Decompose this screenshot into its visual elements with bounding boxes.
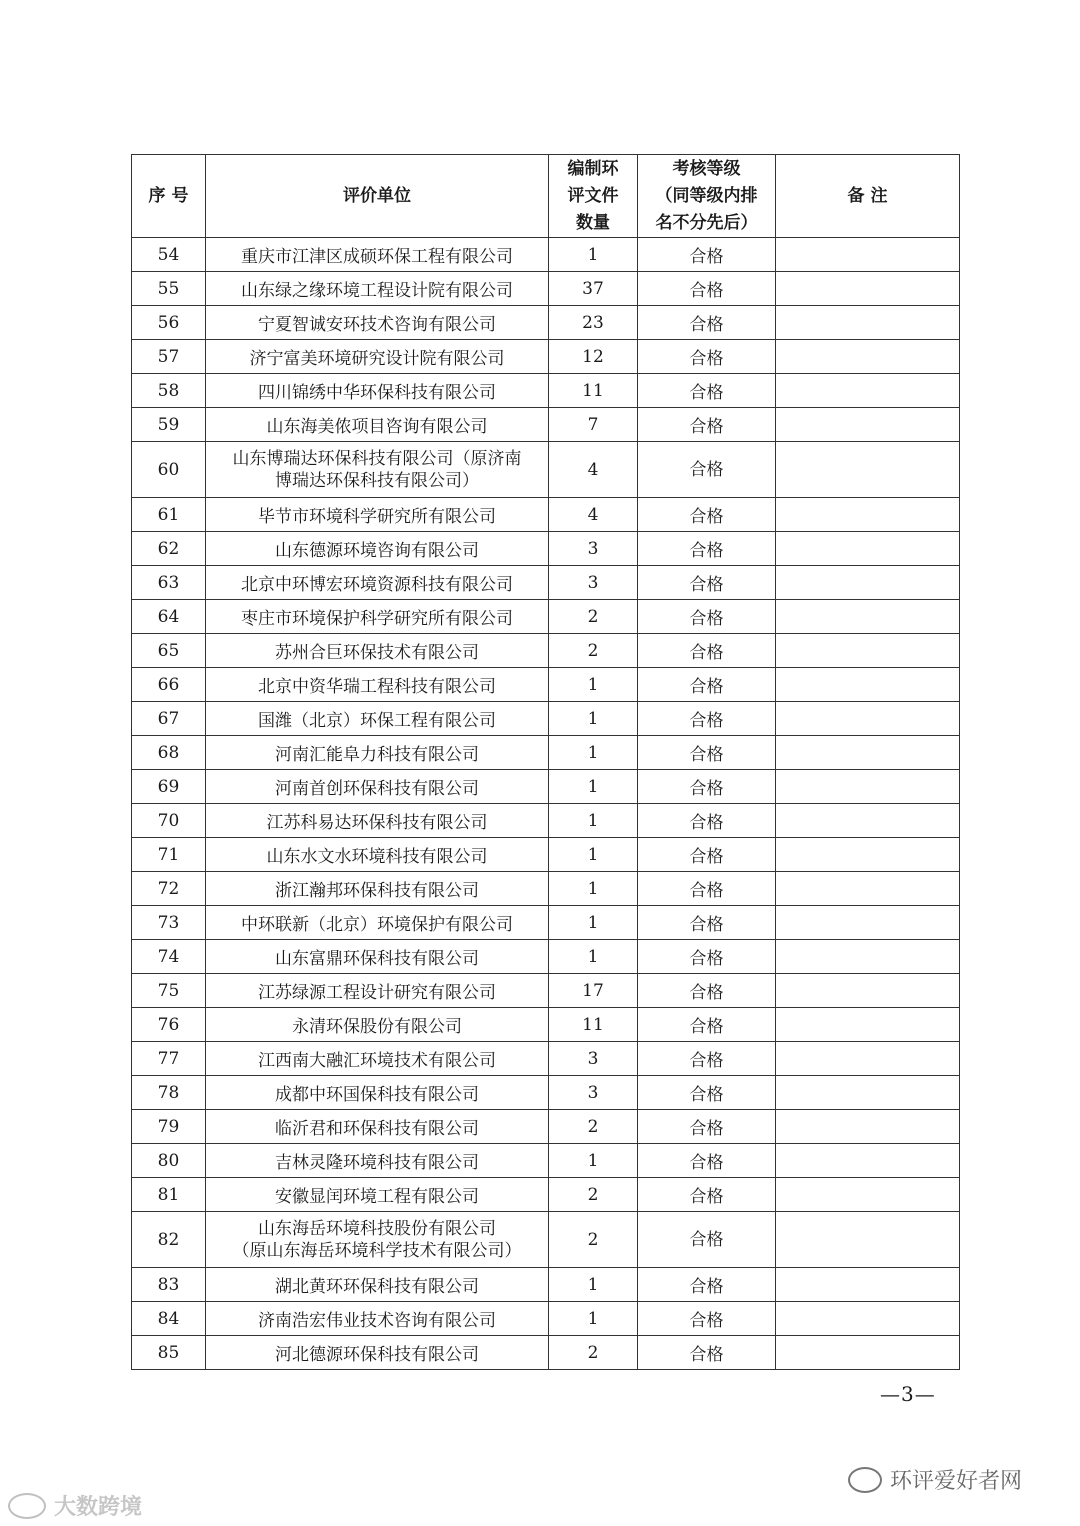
row-grade: 合格	[638, 1008, 776, 1042]
row-count: 2	[549, 1336, 638, 1370]
table-row	[132, 1144, 960, 1178]
row-no: 69	[132, 770, 206, 804]
table-row	[132, 600, 960, 634]
table-row	[132, 974, 960, 1008]
row-count: 17	[549, 974, 638, 1008]
row-unit-name	[206, 1076, 549, 1110]
table-row	[132, 1212, 960, 1268]
row-count: 3	[549, 532, 638, 566]
row-grade: 合格	[638, 1110, 776, 1144]
row-no: 54	[132, 238, 206, 272]
row-unit-name	[206, 1336, 549, 1370]
row-remark	[776, 1212, 960, 1268]
row-count: 2	[549, 634, 638, 668]
row-unit-name	[206, 408, 549, 442]
table-row	[132, 634, 960, 668]
row-count: 11	[549, 374, 638, 408]
row-remark	[776, 238, 960, 272]
table-row	[132, 532, 960, 566]
row-grade: 合格	[638, 498, 776, 532]
row-count: 4	[549, 442, 638, 498]
row-grade: 合格	[638, 238, 776, 272]
row-unit-name-line: 宁夏智诚安环技术咨询有限公司	[258, 315, 496, 335]
row-grade: 合格	[638, 1302, 776, 1336]
row-unit-name-line: 山东海美侬项目咨询有限公司	[266, 417, 488, 437]
row-unit-name-line: 济南浩宏伟业技术咨询有限公司	[258, 1311, 496, 1331]
row-remark	[776, 634, 960, 668]
row-unit-name-line: 河南汇能阜力科技有限公司	[275, 745, 479, 765]
row-count: 1	[549, 1268, 638, 1302]
row-remark	[776, 872, 960, 906]
row-unit-name-line: 成都中环国保科技有限公司	[275, 1085, 479, 1105]
table-row	[132, 566, 960, 600]
row-unit-name	[206, 532, 549, 566]
table-row	[132, 1076, 960, 1110]
row-remark	[776, 1042, 960, 1076]
row-remark	[776, 940, 960, 974]
watermark-left-text: 大数跨境	[54, 1495, 143, 1520]
header-count-line: 评文件	[567, 185, 619, 206]
row-remark	[776, 1110, 960, 1144]
header-grade-line: （同等级内排	[655, 185, 758, 206]
row-no: 71	[132, 838, 206, 872]
row-grade: 合格	[638, 1212, 776, 1268]
row-unit-name	[206, 736, 549, 770]
row-grade: 合格	[638, 736, 776, 770]
watermark-right-text: 环评爱好者网	[890, 1469, 1023, 1494]
page-number: —3—	[880, 1382, 936, 1406]
row-remark	[776, 1178, 960, 1212]
row-grade: 合格	[638, 272, 776, 306]
row-grade: 合格	[638, 408, 776, 442]
table-header-row	[132, 155, 960, 238]
row-unit-name	[206, 1178, 549, 1212]
header-no: 序 号	[132, 155, 206, 238]
row-unit-name	[206, 442, 549, 498]
row-unit-name-line: 山东富鼎环保科技有限公司	[275, 949, 479, 969]
table-row	[132, 272, 960, 306]
table-row	[132, 1178, 960, 1212]
row-unit-name	[206, 974, 549, 1008]
row-unit-name-line: 山东博瑞达环保科技有限公司（原济南	[232, 448, 522, 469]
row-unit-name	[206, 1110, 549, 1144]
row-unit-name-line: （原山东海岳环境科学技术有限公司）	[232, 1240, 522, 1261]
table-row	[132, 668, 960, 702]
watermark-right	[848, 1464, 1022, 1495]
row-unit-name-line: 山东德源环境咨询有限公司	[275, 541, 479, 561]
row-unit-name	[206, 600, 549, 634]
row-grade: 合格	[638, 374, 776, 408]
row-count: 1	[549, 770, 638, 804]
row-unit-name	[206, 1008, 549, 1042]
row-no: 67	[132, 702, 206, 736]
row-unit-name-line: 北京中环博宏环境资源科技有限公司	[241, 575, 513, 595]
row-count: 1	[549, 1302, 638, 1336]
row-no: 85	[132, 1336, 206, 1370]
row-no: 61	[132, 498, 206, 532]
row-no: 79	[132, 1110, 206, 1144]
row-unit-name	[206, 1302, 549, 1336]
table-row	[132, 306, 960, 340]
header-remark: 备 注	[776, 155, 960, 238]
table-row	[132, 906, 960, 940]
row-remark	[776, 804, 960, 838]
row-count: 1	[549, 940, 638, 974]
row-grade: 合格	[638, 974, 776, 1008]
row-unit-name	[206, 838, 549, 872]
row-unit-name-line: 毕节市环境科学研究所有限公司	[258, 507, 496, 527]
table-row	[132, 1042, 960, 1076]
row-unit-name	[206, 1212, 549, 1268]
table-row	[132, 238, 960, 272]
row-remark	[776, 408, 960, 442]
table-row	[132, 1008, 960, 1042]
row-unit-name-line: 湖北黄环环保科技有限公司	[275, 1277, 479, 1297]
table-row	[132, 1268, 960, 1302]
row-remark	[776, 374, 960, 408]
row-grade: 合格	[638, 668, 776, 702]
table-row	[132, 838, 960, 872]
row-count: 1	[549, 838, 638, 872]
row-grade: 合格	[638, 566, 776, 600]
row-unit-name-line: 枣庄市环境保护科学研究所有限公司	[241, 609, 513, 629]
row-unit-name	[206, 498, 549, 532]
row-unit-name	[206, 306, 549, 340]
row-count: 1	[549, 804, 638, 838]
row-unit-name	[206, 374, 549, 408]
row-unit-name-line: 山东水文水环境科技有限公司	[266, 847, 488, 867]
row-unit-name-line: 山东海岳环境科技股份有限公司	[258, 1218, 496, 1239]
table-row	[132, 1302, 960, 1336]
row-unit-name-line: 北京中资华瑞工程科技有限公司	[258, 677, 496, 697]
row-count: 7	[549, 408, 638, 442]
row-no: 63	[132, 566, 206, 600]
row-unit-name	[206, 272, 549, 306]
row-grade: 合格	[638, 1076, 776, 1110]
row-no: 74	[132, 940, 206, 974]
logo-icon	[8, 1493, 46, 1519]
table-row	[132, 340, 960, 374]
row-unit-name-line: 吉林灵隆环境科技有限公司	[275, 1153, 479, 1173]
row-unit-name	[206, 770, 549, 804]
row-grade: 合格	[638, 1042, 776, 1076]
row-grade: 合格	[638, 838, 776, 872]
table-row	[132, 408, 960, 442]
row-remark	[776, 838, 960, 872]
row-grade: 合格	[638, 442, 776, 498]
row-unit-name-line: 济宁富美环境研究设计院有限公司	[249, 349, 505, 369]
row-remark	[776, 736, 960, 770]
table-row	[132, 498, 960, 532]
table-row	[132, 702, 960, 736]
row-remark	[776, 1268, 960, 1302]
row-unit-name-line: 国潍（北京）环保工程有限公司	[258, 711, 496, 731]
row-no: 57	[132, 340, 206, 374]
row-remark	[776, 1076, 960, 1110]
row-unit-name-line: 安徽显闰环境工程有限公司	[275, 1187, 479, 1207]
row-grade: 合格	[638, 1178, 776, 1212]
row-unit-name	[206, 906, 549, 940]
row-remark	[776, 1302, 960, 1336]
row-remark	[776, 906, 960, 940]
table-row	[132, 1110, 960, 1144]
row-grade: 合格	[638, 1144, 776, 1178]
header-grade-line: 名不分先后）	[655, 212, 758, 233]
header-unit: 评价单位	[206, 155, 549, 238]
row-remark	[776, 974, 960, 1008]
row-unit-name-line: 河南首创环保科技有限公司	[275, 779, 479, 799]
row-remark	[776, 668, 960, 702]
row-no: 68	[132, 736, 206, 770]
row-count: 23	[549, 306, 638, 340]
row-unit-name	[206, 702, 549, 736]
row-grade: 合格	[638, 872, 776, 906]
row-grade: 合格	[638, 634, 776, 668]
row-remark	[776, 1144, 960, 1178]
row-count: 4	[549, 498, 638, 532]
header-grade	[638, 155, 776, 238]
row-remark	[776, 532, 960, 566]
row-unit-name	[206, 1268, 549, 1302]
row-remark	[776, 442, 960, 498]
row-no: 59	[132, 408, 206, 442]
row-count: 1	[549, 906, 638, 940]
row-count: 3	[549, 1042, 638, 1076]
row-no: 80	[132, 1144, 206, 1178]
row-grade: 合格	[638, 940, 776, 974]
row-remark	[776, 498, 960, 532]
row-remark	[776, 770, 960, 804]
row-count: 2	[549, 1178, 638, 1212]
row-grade: 合格	[638, 340, 776, 374]
row-unit-name-line: 江苏绿源工程设计研究有限公司	[258, 983, 496, 1003]
row-no: 66	[132, 668, 206, 702]
row-count: 12	[549, 340, 638, 374]
row-unit-name	[206, 804, 549, 838]
row-no: 56	[132, 306, 206, 340]
header-count-line: 数量	[576, 212, 610, 233]
watermark-left	[8, 1490, 142, 1521]
row-unit-name-line: 苏州合巨环保技术有限公司	[275, 643, 479, 663]
row-count: 37	[549, 272, 638, 306]
row-remark	[776, 340, 960, 374]
wechat-icon	[848, 1467, 882, 1493]
row-remark	[776, 1008, 960, 1042]
header-count	[549, 155, 638, 238]
row-no: 73	[132, 906, 206, 940]
row-unit-name-line: 永清环保股份有限公司	[292, 1017, 462, 1037]
row-remark	[776, 566, 960, 600]
row-grade: 合格	[638, 600, 776, 634]
row-count: 1	[549, 872, 638, 906]
row-remark	[776, 272, 960, 306]
evaluation-table	[131, 154, 960, 1370]
row-unit-name-line: 重庆市江津区成硕环保工程有限公司	[241, 247, 513, 267]
header-count-line: 编制环	[567, 158, 619, 179]
row-count: 3	[549, 1076, 638, 1110]
row-unit-name	[206, 872, 549, 906]
row-no: 76	[132, 1008, 206, 1042]
table-row	[132, 770, 960, 804]
table-row	[132, 736, 960, 770]
row-unit-name-line: 河北德源环保科技有限公司	[275, 1345, 479, 1365]
row-unit-name-line: 山东绿之缘环境工程设计院有限公司	[241, 281, 513, 301]
row-remark	[776, 702, 960, 736]
row-no: 55	[132, 272, 206, 306]
row-count: 2	[549, 1212, 638, 1268]
row-count: 1	[549, 736, 638, 770]
row-unit-name-line: 浙江瀚邦环保科技有限公司	[275, 881, 479, 901]
row-unit-name	[206, 1144, 549, 1178]
header-grade-line: 考核等级	[672, 158, 741, 179]
row-no: 83	[132, 1268, 206, 1302]
row-grade: 合格	[638, 306, 776, 340]
row-no: 64	[132, 600, 206, 634]
row-no: 84	[132, 1302, 206, 1336]
row-no: 58	[132, 374, 206, 408]
row-unit-name-line: 博瑞达环保科技有限公司）	[275, 470, 479, 491]
table-row	[132, 1336, 960, 1370]
row-unit-name-line: 四川锦绣中华环保科技有限公司	[258, 383, 496, 403]
row-no: 70	[132, 804, 206, 838]
row-no: 75	[132, 974, 206, 1008]
row-no: 78	[132, 1076, 206, 1110]
row-grade: 合格	[638, 1268, 776, 1302]
table-row	[132, 940, 960, 974]
row-count: 1	[549, 238, 638, 272]
table-row	[132, 872, 960, 906]
row-unit-name-line: 江西南大融汇环境技术有限公司	[258, 1051, 496, 1071]
row-unit-name	[206, 340, 549, 374]
row-unit-name	[206, 1042, 549, 1076]
row-unit-name	[206, 566, 549, 600]
row-remark	[776, 306, 960, 340]
row-count: 2	[549, 600, 638, 634]
row-no: 77	[132, 1042, 206, 1076]
row-count: 1	[549, 668, 638, 702]
row-count: 2	[549, 1110, 638, 1144]
row-grade: 合格	[638, 906, 776, 940]
row-no: 82	[132, 1212, 206, 1268]
row-unit-name	[206, 238, 549, 272]
row-count: 1	[549, 1144, 638, 1178]
row-no: 72	[132, 872, 206, 906]
row-grade: 合格	[638, 1336, 776, 1370]
row-no: 65	[132, 634, 206, 668]
row-count: 11	[549, 1008, 638, 1042]
row-remark	[776, 600, 960, 634]
row-unit-name-line: 中环联新（北京）环境保护有限公司	[241, 915, 513, 935]
row-count: 3	[549, 566, 638, 600]
row-remark	[776, 1336, 960, 1370]
table-row	[132, 442, 960, 498]
row-unit-name	[206, 634, 549, 668]
row-count: 1	[549, 702, 638, 736]
row-unit-name-line: 江苏科易达环保科技有限公司	[266, 813, 488, 833]
table-row	[132, 374, 960, 408]
row-no: 81	[132, 1178, 206, 1212]
row-grade: 合格	[638, 804, 776, 838]
row-grade: 合格	[638, 702, 776, 736]
row-unit-name	[206, 940, 549, 974]
row-unit-name	[206, 668, 549, 702]
row-no: 62	[132, 532, 206, 566]
row-no: 60	[132, 442, 206, 498]
table-row	[132, 804, 960, 838]
row-unit-name-line: 临沂君和环保科技有限公司	[275, 1119, 479, 1139]
row-grade: 合格	[638, 532, 776, 566]
row-grade: 合格	[638, 770, 776, 804]
